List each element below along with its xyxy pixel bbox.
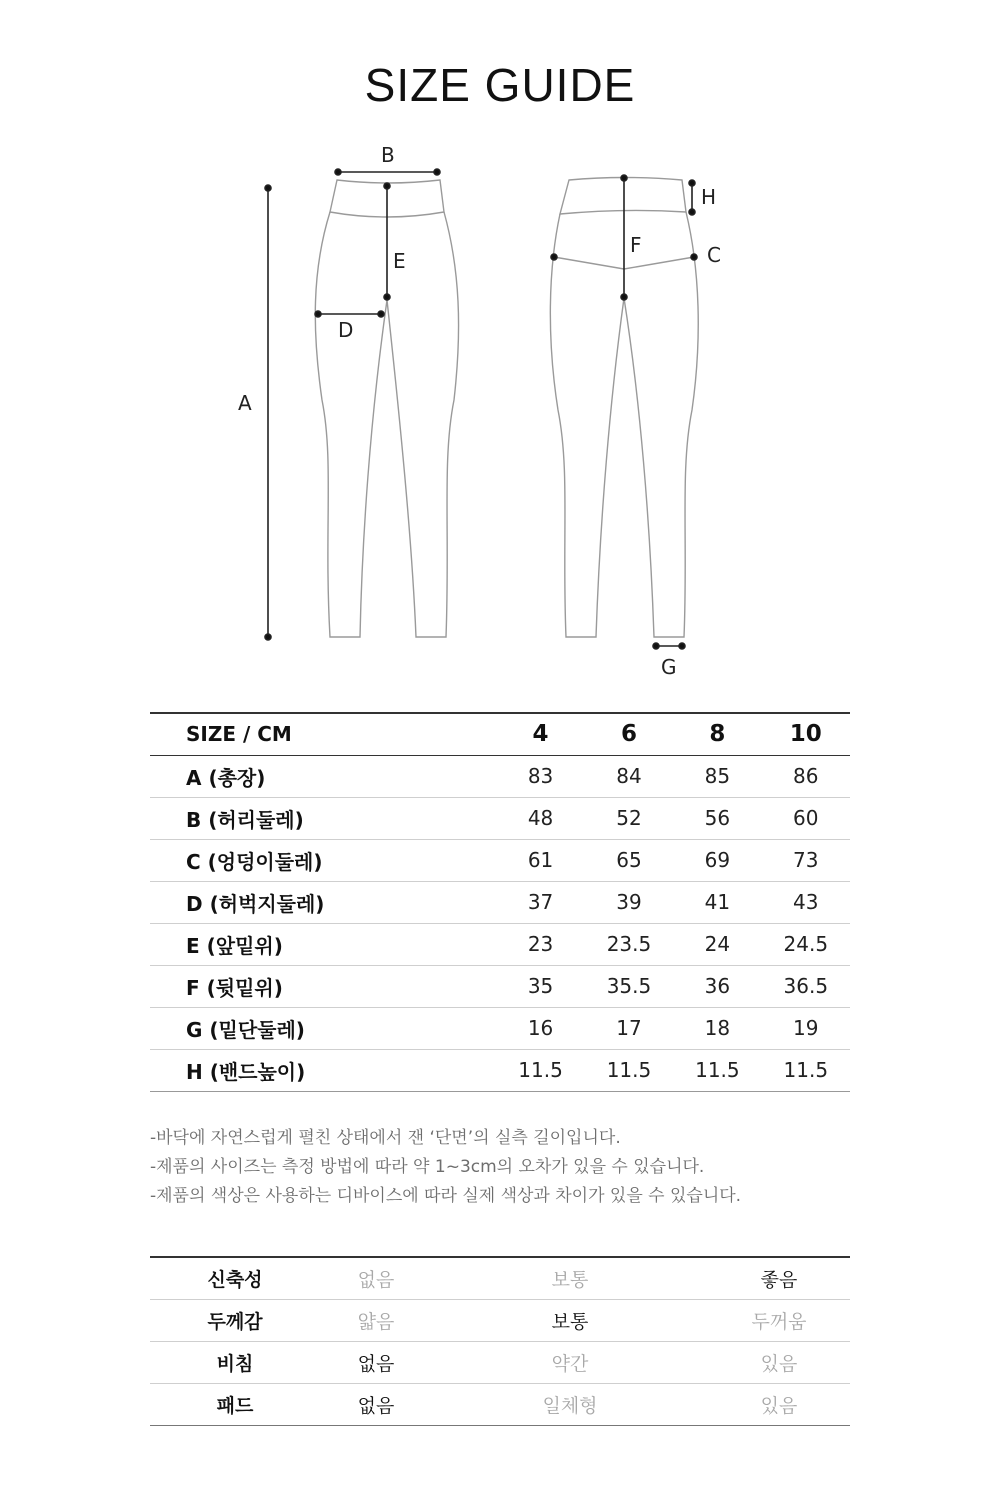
table-cell: 19 <box>762 1007 850 1049</box>
size-diagram <box>0 0 1000 700</box>
feel-option: 없음 <box>320 1341 432 1383</box>
feel-row <box>150 1257 850 1299</box>
table-cell: 11.5 <box>673 1049 761 1091</box>
table-row <box>150 965 850 1007</box>
table-cell: 41 <box>673 881 761 923</box>
feel-option: 없음 <box>320 1383 432 1425</box>
label-e: E <box>393 249 406 273</box>
table-cell: 24.5 <box>762 923 850 965</box>
table-cell: 18 <box>673 1007 761 1049</box>
table-cell: 23.5 <box>585 923 673 965</box>
table-cell: 11.5 <box>585 1049 673 1091</box>
feel-option: 좋음 <box>708 1257 850 1299</box>
table-cell: 16 <box>496 1007 584 1049</box>
note-line: -제품의 색상은 사용하는 디바이스에 따라 실제 색상과 차이가 있을 수 있습니다. <box>150 1186 742 1206</box>
feel-row <box>150 1341 850 1383</box>
measurement-notes <box>150 1124 870 1211</box>
table-cell: 84 <box>585 755 673 797</box>
page-title: SIZE GUIDE <box>364 59 636 111</box>
leggings-illustration <box>0 0 1000 700</box>
feel-label: 두께감 <box>150 1299 320 1341</box>
table-cell: 39 <box>585 881 673 923</box>
feel-option: 두꺼움 <box>708 1299 850 1341</box>
feel-option: 보통 <box>432 1257 708 1299</box>
row-label: G (밑단둘레) <box>150 1007 496 1049</box>
table-cell: 83 <box>496 755 584 797</box>
table-cell: 36 <box>673 965 761 1007</box>
table-row <box>150 839 850 881</box>
note-line: -바닥에 자연스럽게 펼친 상태에서 잰 ‘단면’의 실측 길이입니다. <box>150 1128 621 1148</box>
row-label: H (밴드높이) <box>150 1049 496 1091</box>
label-c: C <box>707 243 721 267</box>
table-cell: 37 <box>496 881 584 923</box>
feel-row <box>150 1383 850 1425</box>
table-cell: 73 <box>762 839 850 881</box>
label-b: B <box>381 143 395 167</box>
header-cell: 10 <box>762 713 850 755</box>
row-label: A (총장) <box>150 755 496 797</box>
row-label: B (허리둘레) <box>150 797 496 839</box>
table-row <box>150 881 850 923</box>
feel-label: 비침 <box>150 1341 320 1383</box>
table-cell: 61 <box>496 839 584 881</box>
table-row <box>150 923 850 965</box>
table-cell: 85 <box>673 755 761 797</box>
label-d: D <box>338 318 354 342</box>
table-cell: 69 <box>673 839 761 881</box>
table-cell: 65 <box>585 839 673 881</box>
feel-option: 약간 <box>432 1341 708 1383</box>
feel-option: 보통 <box>432 1299 708 1341</box>
table-cell: 56 <box>673 797 761 839</box>
label-g: G <box>661 655 677 679</box>
table-row <box>150 797 850 839</box>
feel-label: 신축성 <box>150 1257 320 1299</box>
row-label: C (엉덩이둘레) <box>150 839 496 881</box>
table-cell: 11.5 <box>496 1049 584 1091</box>
table-cell: 35.5 <box>585 965 673 1007</box>
table-cell: 48 <box>496 797 584 839</box>
header-cell: 8 <box>673 713 761 755</box>
label-h: H <box>701 185 717 209</box>
table-cell: 43 <box>762 881 850 923</box>
table-cell: 23 <box>496 923 584 965</box>
header-cell: 6 <box>585 713 673 755</box>
row-label: D (허벅지둘레) <box>150 881 496 923</box>
feel-option: 있음 <box>708 1383 850 1425</box>
header-cell: SIZE / CM <box>150 713 496 755</box>
row-label: E (앞밑위) <box>150 923 496 965</box>
header-cell: 4 <box>496 713 584 755</box>
table-row <box>150 755 850 797</box>
feel-label: 패드 <box>150 1383 320 1425</box>
table-cell: 86 <box>762 755 850 797</box>
table-cell: 35 <box>496 965 584 1007</box>
label-a: A <box>238 391 252 415</box>
size-table-header <box>150 713 850 755</box>
table-cell: 52 <box>585 797 673 839</box>
feel-row <box>150 1299 850 1341</box>
feel-option: 얇음 <box>320 1299 432 1341</box>
feel-option: 일체형 <box>432 1383 708 1425</box>
table-cell: 11.5 <box>762 1049 850 1091</box>
table-row <box>150 1049 850 1091</box>
note-line: -제품의 사이즈는 측정 방법에 따라 약 1~3cm의 오차가 있을 수 있습니다. <box>150 1157 705 1177</box>
size-table <box>150 712 850 1092</box>
row-label: F (뒷밑위) <box>150 965 496 1007</box>
feel-option: 없음 <box>320 1257 432 1299</box>
table-cell: 17 <box>585 1007 673 1049</box>
fabric-feel-table <box>150 1256 850 1426</box>
feel-option: 있음 <box>708 1341 850 1383</box>
table-row <box>150 1007 850 1049</box>
table-cell: 24 <box>673 923 761 965</box>
table-cell: 60 <box>762 797 850 839</box>
table-cell: 36.5 <box>762 965 850 1007</box>
label-f: F <box>630 233 642 257</box>
